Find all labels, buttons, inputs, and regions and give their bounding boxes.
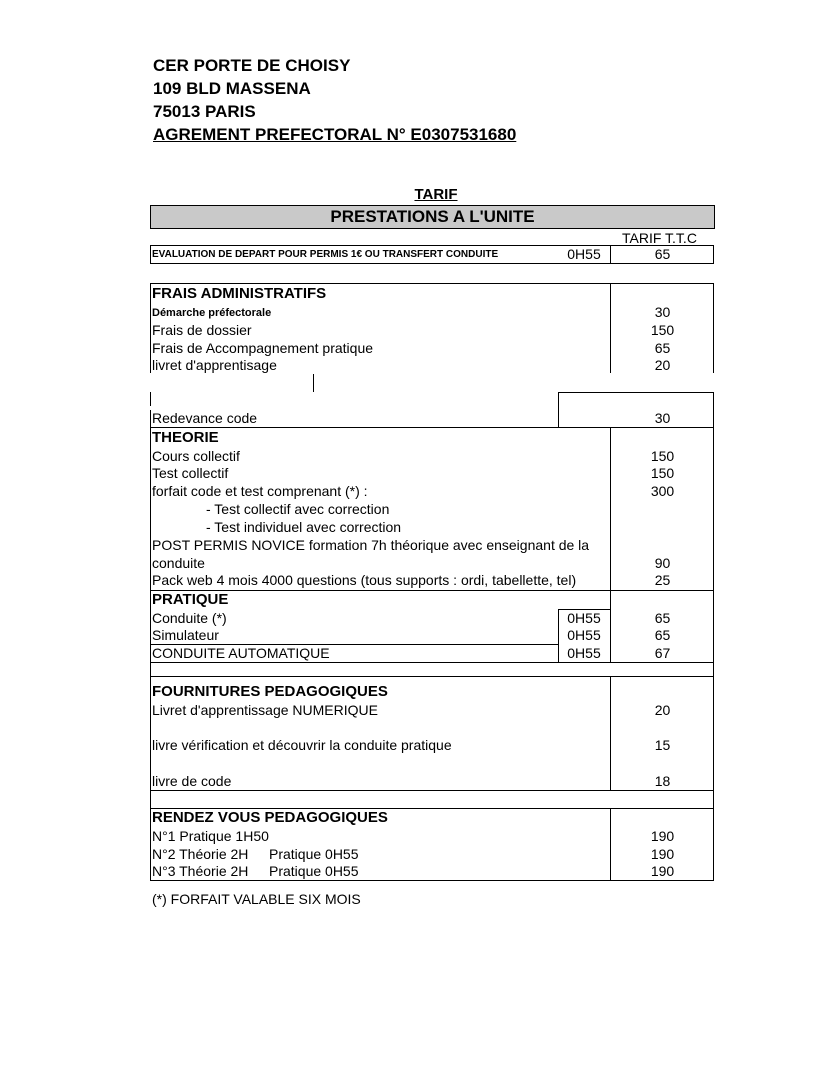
ttc-column-header: TARIF T.T.C: [622, 230, 697, 246]
list-item: Pack web 4 mois 4000 questions (tous supports : ordi, tabellette, tel): [152, 572, 577, 588]
school-name: CER PORTE DE CHOISY: [153, 56, 351, 75]
list-item: livre de code: [152, 773, 232, 789]
list-item: Frais de dossier: [152, 322, 252, 338]
list-item: Test collectif: [152, 465, 229, 481]
rdv-title: RENDEZ VOUS PEDAGOGIQUES: [152, 809, 388, 826]
section-top-line: [150, 590, 714, 591]
price-cell: 65: [654, 610, 671, 626]
price-cell: 300: [650, 483, 675, 499]
price-cell: 20: [654, 702, 671, 718]
list-item: Livret d'apprentissage NUMERIQUE: [152, 702, 378, 718]
divider: [150, 676, 151, 808]
price-cell: 150: [650, 465, 675, 481]
duration-cell: 0H55: [567, 627, 601, 643]
duration-cell: 0H55: [567, 645, 601, 661]
list-item-secondary: Pratique 0H55: [269, 863, 359, 879]
divider: [150, 880, 714, 881]
divider: [150, 590, 151, 676]
list-item: Cours collectif: [152, 448, 240, 464]
price-cell: 20: [654, 357, 671, 373]
section-top-line: [150, 427, 714, 428]
price-cell: 65: [654, 627, 671, 643]
list-item: Frais de Accompagnement pratique: [152, 340, 374, 356]
divider: [150, 283, 151, 373]
price-cell: 150: [650, 322, 675, 338]
divider: [558, 392, 559, 427]
price-cell: 30: [654, 304, 671, 320]
list-item: Conduite (*): [152, 610, 227, 626]
price-cell: 18: [654, 773, 671, 789]
price-cell: 67: [654, 645, 671, 661]
evaluation-label: EVALUATION DE DEPART POUR PERMIS 1€ OU TRANSFERT CONDUITE: [152, 249, 499, 260]
stray-line: [150, 392, 151, 406]
divider: [150, 662, 714, 663]
list-item: livret d'apprentisage: [152, 357, 277, 373]
list-item: - Test individuel avec correction: [206, 519, 402, 535]
section-top-line: [150, 283, 714, 284]
redevance-label: Redevance code: [152, 410, 258, 426]
school-city: 75013 PARIS: [153, 102, 256, 121]
list-item: N°2 Théorie 2H: [152, 846, 249, 862]
footnote: (*) FORFAIT VALABLE SIX MOIS: [152, 891, 361, 907]
list-item: forfait code et test comprenant (*) :: [152, 483, 368, 499]
list-item: Démarche préfectorale: [152, 307, 272, 319]
price-cell: 15: [654, 737, 671, 753]
list-item: - Test collectif avec correction: [206, 501, 390, 517]
list-item: livre vérification et découvrir la conduite pratique: [152, 737, 452, 753]
divider: [150, 410, 151, 590]
fournitures-title: FOURNITURES PEDAGOGIQUES: [152, 683, 388, 700]
school-address: 109 BLD MASSENA: [153, 79, 311, 98]
price-cell: 190: [650, 863, 675, 879]
list-item: conduite: [152, 555, 205, 571]
stray-line: [313, 374, 314, 392]
list-item: CONDUITE AUTOMATIQUE: [152, 645, 330, 661]
theorie-title: THEORIE: [152, 429, 219, 446]
price-cell: 25: [654, 572, 671, 588]
price-cell: 150: [650, 448, 675, 464]
agrement-number: AGREMENT PREFECTORAL N° E0307531680: [153, 125, 517, 144]
evaluation-duration: 0H55: [567, 246, 601, 262]
frais-title: FRAIS ADMINISTRATIFS: [152, 285, 327, 302]
tarif-title: TARIF: [414, 186, 458, 203]
list-item: Simulateur: [152, 627, 219, 643]
list-item: POST PERMIS NOVICE formation 7h théorique avec enseignant de la: [152, 537, 590, 553]
section-top-line: [558, 392, 714, 393]
prestations-banner: PRESTATIONS A L'UNITE: [150, 205, 715, 229]
price-cell: 65: [654, 340, 671, 356]
price-cell: 30: [654, 410, 671, 426]
evaluation-price: 65: [654, 246, 671, 262]
pratique-title: PRATIQUE: [152, 591, 229, 608]
divider: [150, 790, 714, 791]
duration-cell: 0H55: [567, 610, 601, 626]
price-cell: 190: [650, 846, 675, 862]
section-top-line: [150, 676, 714, 677]
price-cell: 190: [650, 828, 675, 844]
price-cell: 90: [654, 555, 671, 571]
list-item: N°1 Pratique 1H50: [152, 828, 269, 844]
list-item: N°3 Théorie 2H: [152, 863, 249, 879]
divider: [150, 808, 151, 881]
list-item-secondary: Pratique 0H55: [269, 846, 359, 862]
